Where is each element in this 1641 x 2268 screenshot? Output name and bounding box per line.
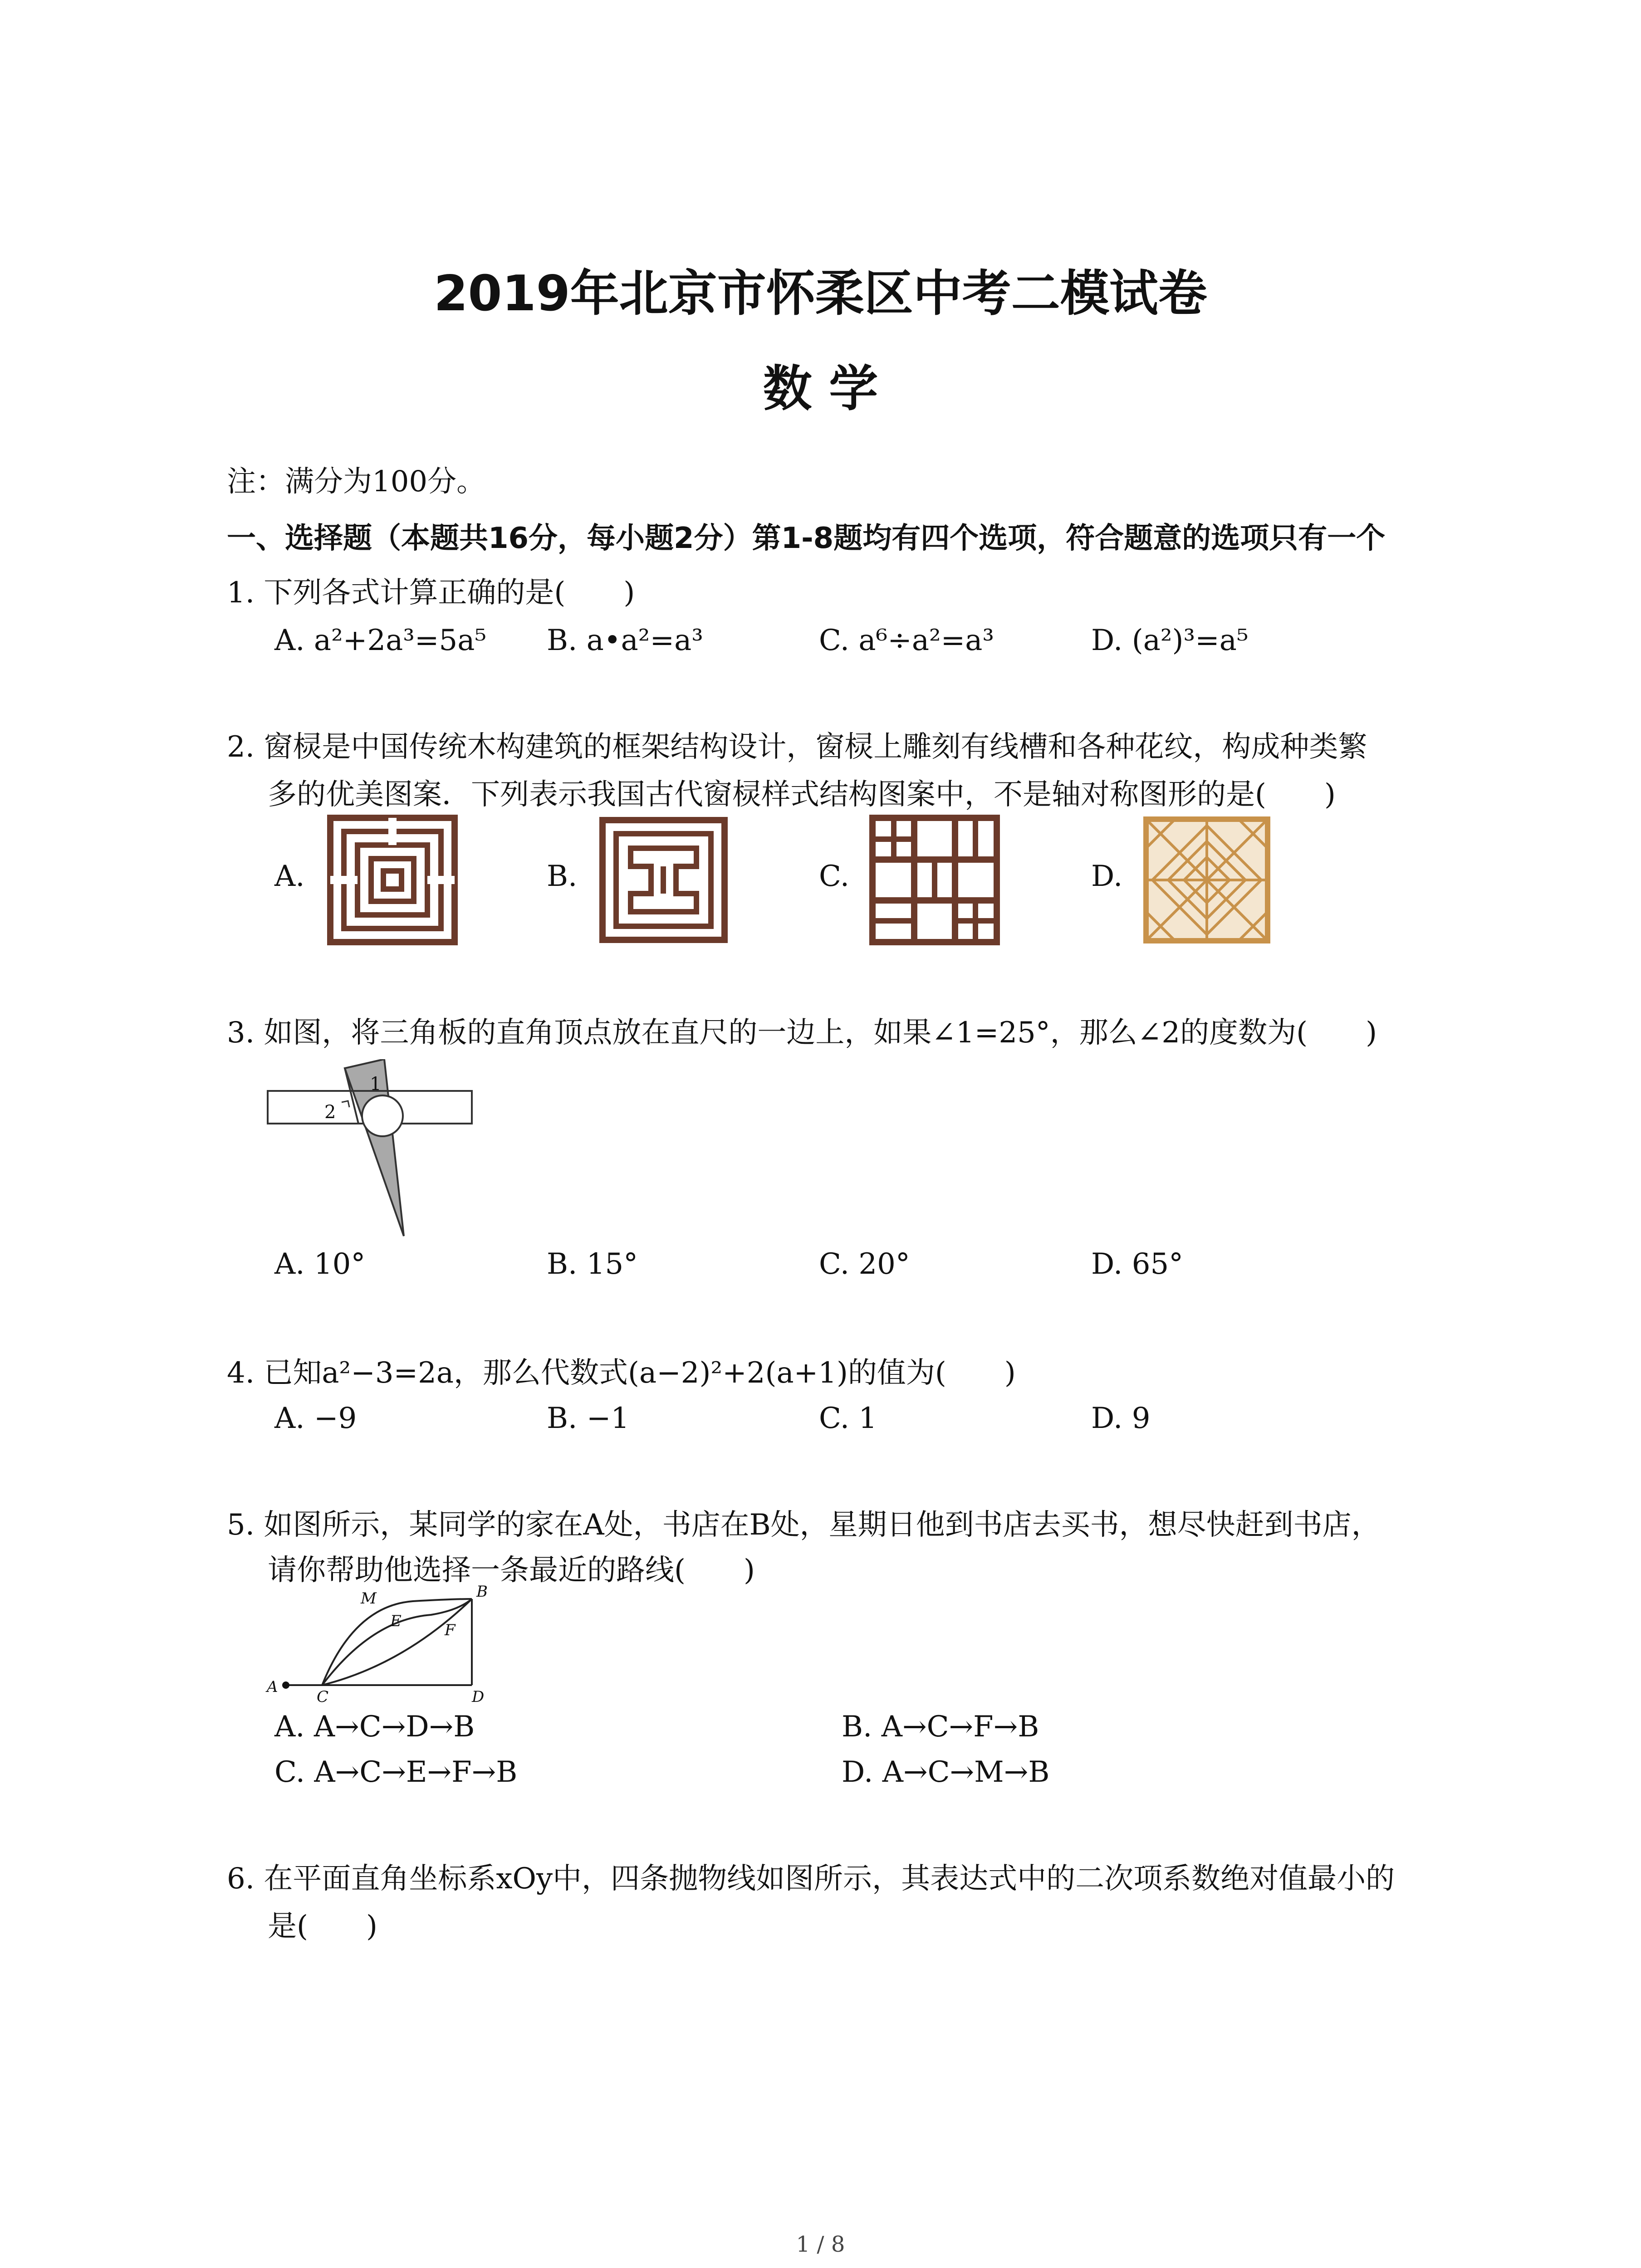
subject-title: 数 学 [763, 361, 878, 417]
page-title: 2019年北京市怀柔区中考二模试卷 [434, 265, 1207, 322]
q2-stem-line2: 多的优美图案．下列表示我国古代窗棂样式结构图案中，不是轴对称图形的是( ) [268, 778, 1336, 811]
q5-label-m: M [361, 1589, 377, 1608]
q2-label-a: A. [274, 860, 305, 893]
q3-angle-label-2: 2 [324, 1102, 336, 1123]
q5-label-f: F [445, 1621, 456, 1639]
lattice-pattern-b [599, 816, 728, 943]
q5-stem-line1: 5. 如图所示，某同学的家在A处，书店在B处，星期日他到书店去买书，想尽快赶到书店， [227, 1508, 1381, 1542]
q4-option-b: B. −1 [547, 1402, 630, 1435]
q1-option-c: C. a⁶÷a²=a³ [819, 624, 994, 657]
q5-label-c: C [317, 1688, 329, 1706]
q1-option-b: B. a•a²=a³ [547, 624, 703, 657]
lattice-pattern-c [869, 814, 1000, 946]
q5-label-e: E [390, 1612, 402, 1630]
q5-label-a: A [267, 1678, 278, 1696]
q3-option-b: B. 15° [547, 1247, 638, 1281]
q4-option-c: C. 1 [819, 1402, 877, 1435]
q3-angle-label-1: 1 [370, 1074, 382, 1095]
q3-option-c: C. 20° [819, 1247, 910, 1281]
q5-option-b: B. A→C→F→B [842, 1710, 1039, 1744]
q2-label-d: D. [1091, 860, 1123, 893]
q3-option-a: A. 10° [274, 1247, 366, 1281]
q6-stem-line2: 是( ) [268, 1910, 377, 1943]
q3-option-d: D. 65° [1091, 1247, 1184, 1281]
lattice-pattern-d [1143, 816, 1270, 943]
q3-triangle-ruler-figure [265, 1059, 474, 1241]
q5-route-figure [259, 1583, 499, 1706]
section-heading: 一、选择题（本题共16分，每小题2分）第1-8题均有四个选项，符合题意的选项只有一个 [227, 522, 1386, 555]
q4-stem: 4. 已知a²−3=2a，那么代数式(a−2)²+2(a+1)的值为( ) [227, 1356, 1016, 1390]
q4-option-d: D. 9 [1091, 1402, 1151, 1435]
q5-option-a: A. A→C→D→B [274, 1710, 475, 1744]
q4-option-a: A. −9 [274, 1402, 357, 1435]
q6-stem-line1: 6. 在平面直角坐标系xOy中，四条抛物线如图所示，其表达式中的二次项系数绝对值最小的 [227, 1862, 1395, 1896]
page-number: 1 / 8 [796, 2232, 845, 2257]
q5-stem-line2: 请你帮助他选择一条最近的路线( ) [268, 1554, 755, 1587]
q5-label-b: B [476, 1583, 488, 1601]
q2-label-c: C. [819, 860, 850, 893]
q5-label-d: D [472, 1688, 485, 1706]
q5-option-d: D. A→C→M→B [842, 1755, 1050, 1789]
q2-label-b: B. [547, 860, 578, 893]
score-note: 注：满分为100分。 [227, 465, 486, 499]
q1-stem: 1. 下列各式计算正确的是( ) [227, 576, 635, 610]
q1-option-d: D. (a²)³=a⁵ [1091, 624, 1249, 657]
q1-option-a: A. a²+2a³=5a⁵ [274, 624, 487, 657]
lattice-pattern-a [327, 814, 458, 946]
q3-stem: 3. 如图，将三角板的直角顶点放在直尺的一边上，如果∠1=25°，那么∠2的度数为( ) [227, 1016, 1377, 1050]
q2-stem-line1: 2. 窗棂是中国传统木构建筑的框架结构设计，窗棂上雕刻有线槽和各种花纹，构成种类繁 [227, 730, 1367, 764]
q5-option-c: C. A→C→E→F→B [274, 1755, 518, 1789]
